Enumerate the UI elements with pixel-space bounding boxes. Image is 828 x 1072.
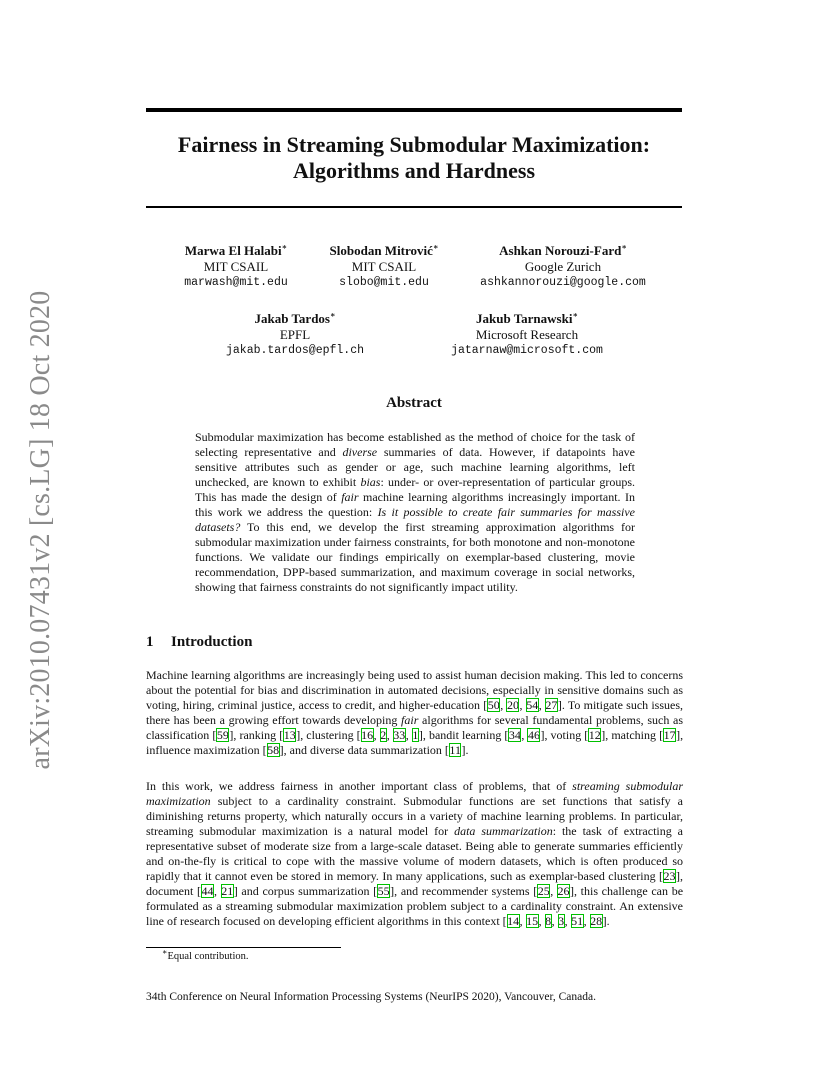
author-block — [175, 311, 415, 359]
citation[interactable]: [11] — [444, 743, 466, 757]
citation-ref[interactable]: 14 — [507, 914, 520, 928]
paper-title — [146, 132, 682, 184]
citation-ref[interactable]: 16 — [361, 728, 374, 742]
citation-ref[interactable]: 15 — [526, 914, 539, 928]
citation-ref[interactable]: 50 — [487, 698, 500, 712]
citation-ref[interactable]: 17 — [663, 728, 676, 742]
citation[interactable]: [17] — [659, 728, 681, 742]
abstract-heading: Abstract — [386, 395, 442, 411]
author-email[interactable]: marwash@mit.edu — [184, 276, 288, 289]
citation-ref[interactable]: 58 — [267, 743, 280, 757]
citation-ref[interactable]: 11 — [449, 743, 461, 757]
citation[interactable]: [58] — [262, 743, 284, 757]
title-line-2: Algorithms and Hardness — [292, 158, 536, 183]
author-name: Slobodan Mitrović∗ — [329, 242, 439, 258]
author-email[interactable]: ashkannorouzi@google.com — [480, 276, 646, 289]
arxiv-identifier: arXiv:2010.07431v2 [cs.LG] 18 Oct 2020 — [25, 290, 56, 770]
citation-ref[interactable]: 33 — [393, 728, 406, 742]
citation-ref[interactable]: 26 — [557, 884, 570, 898]
author-name: Jakub Tarnawski∗ — [475, 310, 578, 326]
author-affiliation: Google Zurich — [524, 259, 602, 274]
citation[interactable]: [44, 21] — [197, 884, 238, 898]
citation[interactable]: [25, 26] — [533, 884, 574, 898]
citation-ref[interactable]: 46 — [527, 728, 540, 742]
author-email[interactable]: jatarnaw@microsoft.com — [451, 344, 603, 357]
citation[interactable]: [13] — [279, 728, 301, 742]
author-affiliation: MIT CSAIL — [351, 259, 417, 274]
citation-ref[interactable]: 3 — [558, 914, 565, 928]
citation-ref[interactable]: 1 — [412, 728, 419, 742]
section-heading-introduction: 1 Introduction — [146, 634, 253, 650]
citation-ref[interactable]: 21 — [221, 884, 234, 898]
footnote-rule — [146, 947, 341, 948]
citation-ref[interactable]: 54 — [526, 698, 539, 712]
citation[interactable]: [23] — [659, 869, 680, 883]
arxiv-sidebar — [21, 290, 61, 770]
author-affiliation: EPFL — [279, 327, 311, 342]
citation-ref[interactable]: 23 — [663, 869, 676, 883]
citation[interactable]: [55] — [373, 884, 395, 898]
citation-ref[interactable]: 2 — [380, 728, 387, 742]
citation-ref[interactable]: 27 — [545, 698, 558, 712]
citation-ref[interactable]: 51 — [571, 914, 584, 928]
citation-ref[interactable]: 25 — [537, 884, 550, 898]
citation-ref[interactable]: 12 — [588, 728, 601, 742]
author-affiliation: Microsoft Research — [475, 327, 579, 342]
citation-ref[interactable]: 59 — [216, 728, 229, 742]
intro-paragraph-1: Machine learning algorithms are increasingly being used to assist human decision making. This led to concerns about the potential for bias and discrimination in automated decisions, especially in sensitive domains such as voting, hiring, criminal justice, access to credit, and higher-education [50, 20, 54, 27]. To mitigate such issues, there has been a growing effort towards developing fair algorithms for several fundamental problems, such as classification [59], ranking [13], clustering [16, 2, 33, 1], bandit learning [34, 46], voting [12], matching [17], influence maximization [58], and diverse data summarization [11]. — [146, 668, 684, 757]
author-block — [407, 311, 647, 359]
author-email[interactable]: jakab.tardos@epfl.ch — [225, 344, 365, 357]
author-block — [443, 243, 683, 291]
citation[interactable]: [16, 2, 33, 1] — [356, 728, 423, 742]
intro-paragraph-2: In this work, we address fairness in another important class of problems, that of streaming submodular maximization subject to a cardinality constraint. Submodular functions are set functions that satisfy a diminishing returns property, which naturally occurs in a variety of machine learning problems. In particular, streaming submodular maximization is a natural model for data summarization: the task of extracting a representative subset of moderate size from a large-scale dataset. Being able to generate summaries efficiently and on-the-fly is critical to cope with the massive volume of modern datasets, which is often produced so rapidly that it cannot even be stored in memory. In many applications, such as exemplar-based clustering [23], document [44, 21] and corpus summarization [55], and recommender systems [25, 26], this challenge can be formulated as a streaming submodular maximization problem subject to a cardinality constraint. An extensive line of research focused on developing efficient algorithms in this context [14, 15, 8, 3, 51, 28]. — [146, 779, 684, 928]
author-name: Jakab Tardos∗ — [254, 310, 336, 326]
citation-ref[interactable]: 55 — [377, 884, 390, 898]
citation[interactable]: [34, 46] — [504, 728, 545, 742]
citation[interactable]: [50, 20, 54, 27] — [483, 698, 562, 712]
citation[interactable]: [12] — [584, 728, 606, 742]
author-affiliation: MIT CSAIL — [203, 259, 269, 274]
title-top-rule — [146, 108, 682, 112]
title-bottom-rule — [146, 206, 682, 208]
title-line-1: Fairness in Streaming Submodular Maximization: — [177, 132, 651, 157]
citation[interactable]: [14, 15, 8, 3, 51, 28] — [502, 914, 607, 928]
footnote: ∗Equal contribution. — [162, 947, 249, 962]
citation-ref[interactable]: 28 — [590, 914, 603, 928]
citation-ref[interactable]: 34 — [508, 728, 521, 742]
conference-note: 34th Conference on Neural Information Processing Systems (NeurIPS 2020), Vancouver, Canada. — [146, 991, 596, 1003]
author-email[interactable]: slobo@mit.edu — [339, 276, 429, 289]
citation[interactable]: [59] — [212, 728, 234, 742]
abstract-text: Submodular maximization has become established as the method of choice for the task of selecting representative and diverse summaries of data. However, if datapoints have sensitive attributes such as gender or age, such machine learning algorithms, left unchecked, are known to exhibit bias: under- or over-representation of particular groups. This has made the design of fair machine learning algorithms increasingly important. In this work we address the question: Is it possible to create fair summaries for massive datasets? To this end, we develop the first streaming approximation algorithms for submodular maximization under fairness constraints, for both monotone and non-monotone functions. We validate our findings empirically on exemplar-based clustering, movie recommendation, DPP-based summarization, and maximum coverage in social networks, showing that fairness constraints do not significantly impact utility. — [195, 430, 636, 594]
citation-ref[interactable]: 20 — [506, 698, 519, 712]
citation-ref[interactable]: 44 — [201, 884, 214, 898]
citation-ref[interactable]: 13 — [283, 728, 296, 742]
author-name: Marwa El Halabi∗ — [184, 242, 288, 258]
author-name: Ashkan Norouzi-Fard∗ — [499, 242, 627, 258]
citation-ref[interactable]: 8 — [545, 914, 552, 928]
